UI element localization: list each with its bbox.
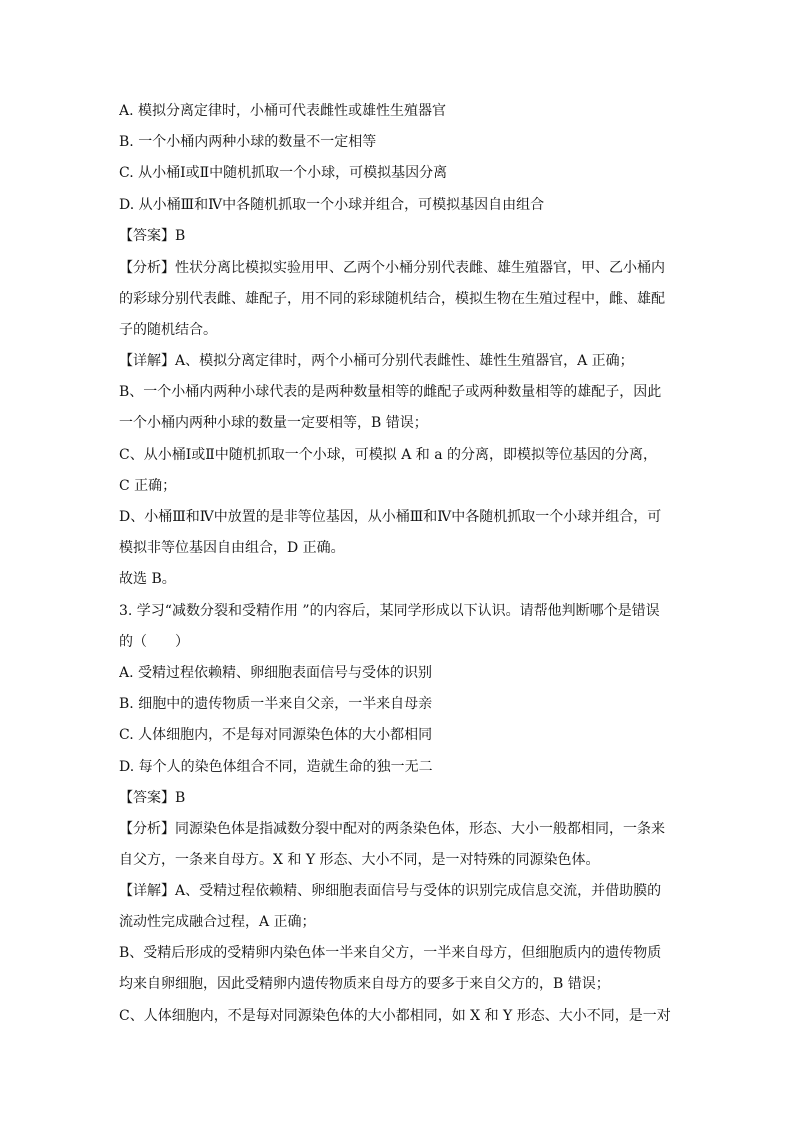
option-a-line: A. 受精过程依赖精、卵细胞表面信号与受体的识别 xyxy=(119,665,433,681)
analysis-line: 【分析】同源染色体是指减数分裂中配对的两条染色体，形态、大小一般都相同，一条来 xyxy=(119,821,665,837)
conclusion-line: 故选 B。 xyxy=(119,571,176,587)
explanation-line: 【详解】A、模拟分离定律时，两个小桶可分别代表雌性、雄性生殖器官，A 正确； xyxy=(119,353,634,369)
explanation-line: D、小桶Ⅲ和Ⅳ中放置的是非等位基因，从小桶Ⅲ和Ⅳ中各随机抓取一个小球并组合，可 xyxy=(119,509,662,525)
explanation-line: 【详解】A、受精过程依赖精、卵细胞表面信号与受体的识别完成信息交流，并借助膜的 xyxy=(119,883,662,899)
analysis-line: 的彩球分别代表雌、雄配子，用不同的彩球随机结合，模拟生物在生殖过程中，雌、雄配 xyxy=(119,291,665,307)
option-d-line: D. 每个人的染色体组合不同，造就生命的独一无二 xyxy=(119,759,433,775)
question-3-stem: 3. 学习“减数分裂和受精作用 ”的内容后，某同学形成以下认识。请帮他判断哪个是错误 xyxy=(119,603,660,619)
explanation-line: 流动性完成融合过程，A 正确； xyxy=(119,914,316,930)
option-a-line: A. 模拟分离定律时，小桶可代表雌性或雄性生殖器官 xyxy=(119,103,447,119)
explanation-line: B、受精后形成的受精卵内染色体一半来自父方，一半来自母方，但细胞质内的遗传物质 xyxy=(119,945,662,961)
analysis-line: 子的随机结合。 xyxy=(119,322,217,338)
question-3-stem: 的（ ） xyxy=(119,634,189,650)
option-d-line: D. 从小桶Ⅲ和Ⅳ中各随机抓取一个小球并组合，可模拟基因自由组合 xyxy=(119,197,545,213)
explanation-line: C 正确； xyxy=(119,478,177,494)
analysis-line: 自父方，一条来自母方。X 和 Y 形态、大小不同，是一对特殊的同源染色体。 xyxy=(119,852,600,868)
explanation-line: C、人体细胞内，不是每对同源染色体的大小都相同，如 X 和 Y 形态、大小不同，是一对 xyxy=(119,1008,671,1024)
option-c-line: C. 从小桶Ⅰ或Ⅱ中随机抓取一个小球，可模拟基因分离 xyxy=(119,165,448,181)
explanation-line: 模拟非等位基因自由组合，D 正确。 xyxy=(119,540,345,556)
explanation-line: C、从小桶Ⅰ或Ⅱ中随机抓取一个小球，可模拟 A 和 a 的分离，即模拟等位基因的分离， xyxy=(119,447,658,463)
answer-line: 【答案】B xyxy=(119,790,186,806)
option-c-line: C. 人体细胞内，不是每对同源染色体的大小都相同 xyxy=(119,727,433,743)
explanation-line: 均来自卵细胞，因此受精卵内遗传物质来自母方的要多于来自父方的，B 错误； xyxy=(119,976,610,992)
analysis-line: 【分析】性状分离比模拟实验用甲、乙两个小桶分别代表雌、雄生殖器官，甲、乙小桶内 xyxy=(119,260,665,276)
answer-line: 【答案】B xyxy=(119,228,186,244)
option-b-line: B. 一个小桶内两种小球的数量不一定相等 xyxy=(119,134,377,150)
explanation-line: B、一个小桶内两种小球代表的是两种数量相等的雌配子或两种数量相等的雄配子，因此 xyxy=(119,384,662,400)
option-b-line: B. 细胞中的遗传物质一半来自父亲，一半来自母亲 xyxy=(119,696,433,712)
explanation-line: 一个小桶内两种小球的数量一定要相等，B 错误； xyxy=(119,415,428,431)
